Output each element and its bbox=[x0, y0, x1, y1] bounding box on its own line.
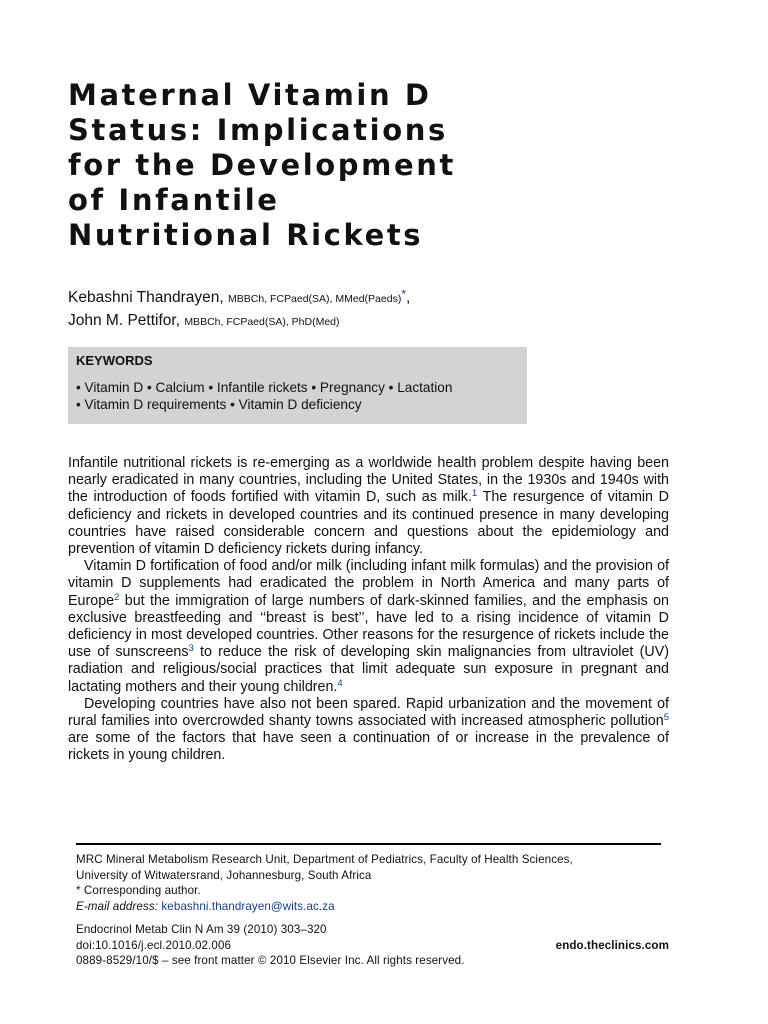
keywords-line: • Vitamin D • Calcium • Infantile rickets • Pregnancy • Lactation bbox=[76, 380, 453, 395]
affiliation: MRC Mineral Metabolism Research Unit, Department of Pediatrics, Faculty of Health Sciences, bbox=[76, 853, 573, 866]
citation-block bbox=[76, 922, 669, 969]
author-list bbox=[68, 284, 410, 333]
reference-link[interactable]: 2 bbox=[114, 591, 120, 603]
title-line: for the Development bbox=[68, 148, 456, 182]
reference-link[interactable]: 3 bbox=[188, 643, 194, 655]
journal-website-link[interactable]: endo.theclinics.com bbox=[555, 938, 669, 952]
keywords-line: • Vitamin D requirements • Vitamin D deficiency bbox=[76, 397, 362, 412]
body-text: are some of the factors that have seen a continuation of or increase in the prevalence of rickets in young children. bbox=[68, 730, 669, 764]
author-name: John M. Pettifor, bbox=[68, 312, 180, 329]
title-line: Nutritional Rickets bbox=[68, 218, 424, 252]
journal-citation: Endocrinol Metab Clin N Am 39 (2010) 303–320 bbox=[76, 923, 327, 936]
author-degrees: MBBCh, FCPaed(SA), MMed(Paeds) bbox=[228, 293, 402, 305]
email-line bbox=[76, 899, 669, 915]
title-line: of Infantile bbox=[68, 183, 280, 217]
article-title bbox=[68, 78, 668, 253]
body-text: Developing countries have also not been spared. Rapid urbanization and the movement of rural families into overcrowded shanty towns associated with increased atmospheric pollution bbox=[68, 695, 669, 730]
article-body bbox=[68, 455, 669, 765]
corresponding-author-mark[interactable]: * bbox=[401, 287, 406, 301]
author-2 bbox=[68, 310, 410, 333]
copyright: 0889-8529/10/$ – see front matter © 2010 Elsevier Inc. All rights reserved. bbox=[76, 954, 465, 967]
reference-link[interactable]: 4 bbox=[337, 677, 343, 689]
author-degrees: MBBCh, FCPaed(SA), PhD(Med) bbox=[184, 316, 340, 328]
body-text: to reduce the risk of developing skin malignancies from ultraviolet (UV) radiation and religious/social practices that limit adequate sun exposure in pregnant and lactating mothers and their young children. bbox=[68, 644, 669, 695]
body-paragraph bbox=[68, 455, 669, 558]
email-label: E-mail address: bbox=[76, 899, 159, 913]
keywords-box bbox=[68, 347, 527, 424]
body-text: but the immigration of large numbers of dark-skinned families, and the emphasis on exclusive breastfeeding and ‘‘breast is best’’, have led to a rising incidence of vitamin D deficiency in most developed countries. Other reasons for the resurgence of rickets include the use of sunscreens bbox=[68, 592, 669, 661]
email-link[interactable]: kebashni.thandrayen@wits.ac.za bbox=[161, 899, 335, 913]
corresponding-note: * Corresponding author. bbox=[76, 884, 201, 897]
body-text: The resurgence of vitamin D deficiency and rickets in developed countries and its continued presence in many developing countries have raised considerable concern and questions about the epidemiology and prevention of vitamin D deficiency rickets during infancy. bbox=[68, 489, 669, 558]
author-separator: , bbox=[406, 289, 411, 306]
body-text: Infantile nutritional rickets is re-emerging as a worldwide health problem despite having been nearly eradicated in many countries, including the United States, in the 1930s and 1940s with the introduction of foods fortified with vitamin D, such as milk. bbox=[68, 455, 669, 506]
doi: doi:10.1016/j.ecl.2010.02.006 bbox=[76, 938, 232, 952]
author-name: Kebashni Thandrayen, bbox=[68, 289, 224, 306]
footnote-divider bbox=[76, 843, 661, 845]
body-paragraph bbox=[68, 558, 669, 696]
affiliation: University of Witwatersrand, Johannesburg, South Africa bbox=[76, 868, 372, 882]
reference-link[interactable]: 1 bbox=[471, 488, 478, 500]
author-1 bbox=[68, 284, 410, 310]
doi-row bbox=[76, 938, 669, 954]
title-line: Status: Implications bbox=[68, 113, 448, 147]
footnotes bbox=[76, 852, 669, 914]
body-paragraph bbox=[68, 696, 669, 765]
keywords-heading: KEYWORDS bbox=[76, 353, 153, 368]
reference-link[interactable]: 5 bbox=[663, 712, 669, 724]
title-line: Maternal Vitamin D bbox=[68, 78, 432, 112]
body-text: Vitamin D fortification of food and/or milk (including infant milk formulas) and the provision of vitamin D supplements had eradicated the problem in North America and many parts of Europe bbox=[68, 558, 669, 609]
